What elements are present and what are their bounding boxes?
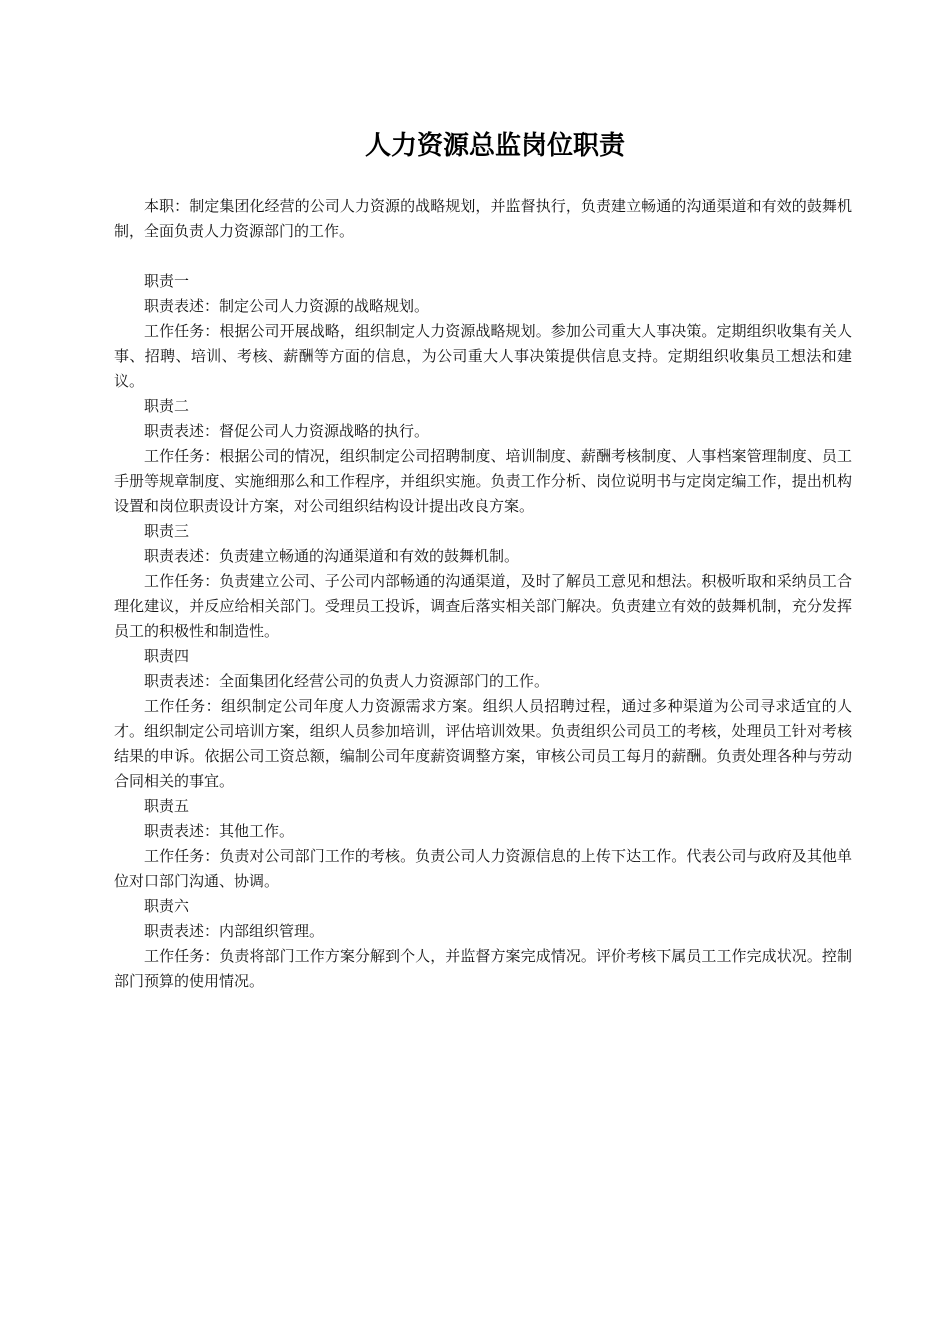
- duty-statement: 职责表述：全面集团化经营公司的负责人力资源部门的工作。: [144, 672, 550, 690]
- intro-paragraph: 本职：制定集团化经营的公司人力资源的战略规划，并监督执行，负责建立畅通的沟通渠道和有效的鼓舞机制，全面负责人力资源部门的工作。: [114, 197, 852, 240]
- duty-heading: 职责四: [144, 647, 190, 665]
- duty-section-5: [114, 794, 852, 894]
- duty-tasks: 工作任务：负责建立公司、子公司内部畅通的沟通渠道，及时了解员工意见和想法。积极听取和采纳员工合理化建议，并反应给相关部门。受理员工投诉，调查后落实相关部门解决。负责建立有效的鼓舞机制，充分发挥员工的积极性和制造性。: [114, 572, 852, 640]
- duty-tasks: 工作任务：负责将部门工作方案分解到个人，并监督方案完成情况。评价考核下属员工工作完成状况。控制部门预算的使用情况。: [114, 947, 852, 990]
- duty-heading: 职责五: [144, 797, 190, 815]
- duty-tasks: 工作任务：组织制定公司年度人力资源需求方案。组织人员招聘过程，通过多种渠道为公司寻求适宜的人才。组织制定公司培训方案，组织人员参加培训，评估培训效果。负责组织公司员工的考核，处理员工针对考核结果的申诉。依据公司工资总额，编制公司年度薪资调整方案，审核公司员工每月的薪酬。负责处理各种与劳动合同相关的事宜。: [114, 697, 852, 790]
- duty-tasks: 工作任务：根据公司的情况，组织制定公司招聘制度、培训制度、薪酬考核制度、人事档案管理制度、员工手册等规章制度、实施细那么和工作程序，并组织实施。负责工作分析、岗位说明书与定岗定编工作，提出机构设置和岗位职责设计方案，对公司组织结构设计提出改良方案。: [114, 447, 852, 515]
- duty-section-1: [114, 269, 852, 394]
- duty-section-6: [114, 894, 852, 994]
- duty-section-3: [114, 519, 852, 644]
- duty-section-2: [114, 394, 852, 519]
- duty-tasks: 工作任务：负责对公司部门工作的考核。负责公司人力资源信息的上传下达工作。代表公司与政府及其他单位对口部门沟通、协调。: [114, 847, 852, 890]
- duty-statement: 职责表述：负责建立畅通的沟通渠道和有效的鼓舞机制。: [144, 547, 520, 565]
- duty-statement: 职责表述：内部组织管理。: [144, 922, 325, 940]
- document-title: 人力资源总监岗位职责: [364, 131, 625, 161]
- duty-statement: 职责表述：督促公司人力资源战略的执行。: [144, 422, 430, 440]
- duty-heading: 职责六: [144, 897, 190, 915]
- document-body: [114, 194, 852, 994]
- duty-heading: 职责一: [144, 272, 190, 290]
- duty-tasks: 工作任务：根据公司开展战略，组织制定人力资源战略规划。参加公司重大人事决策。定期组织收集有关人事、招聘、培训、考核、薪酬等方面的信息，为公司重大人事决策提供信息支持。定期组织收集员工想法和建议。: [114, 322, 852, 390]
- duty-heading: 职责三: [144, 522, 190, 540]
- duty-section-4: [114, 644, 852, 794]
- duty-statement: 职责表述：其他工作。: [144, 822, 295, 840]
- duty-heading: 职责二: [144, 397, 190, 415]
- duty-statement: 职责表述：制定公司人力资源的战略规划。: [144, 297, 430, 315]
